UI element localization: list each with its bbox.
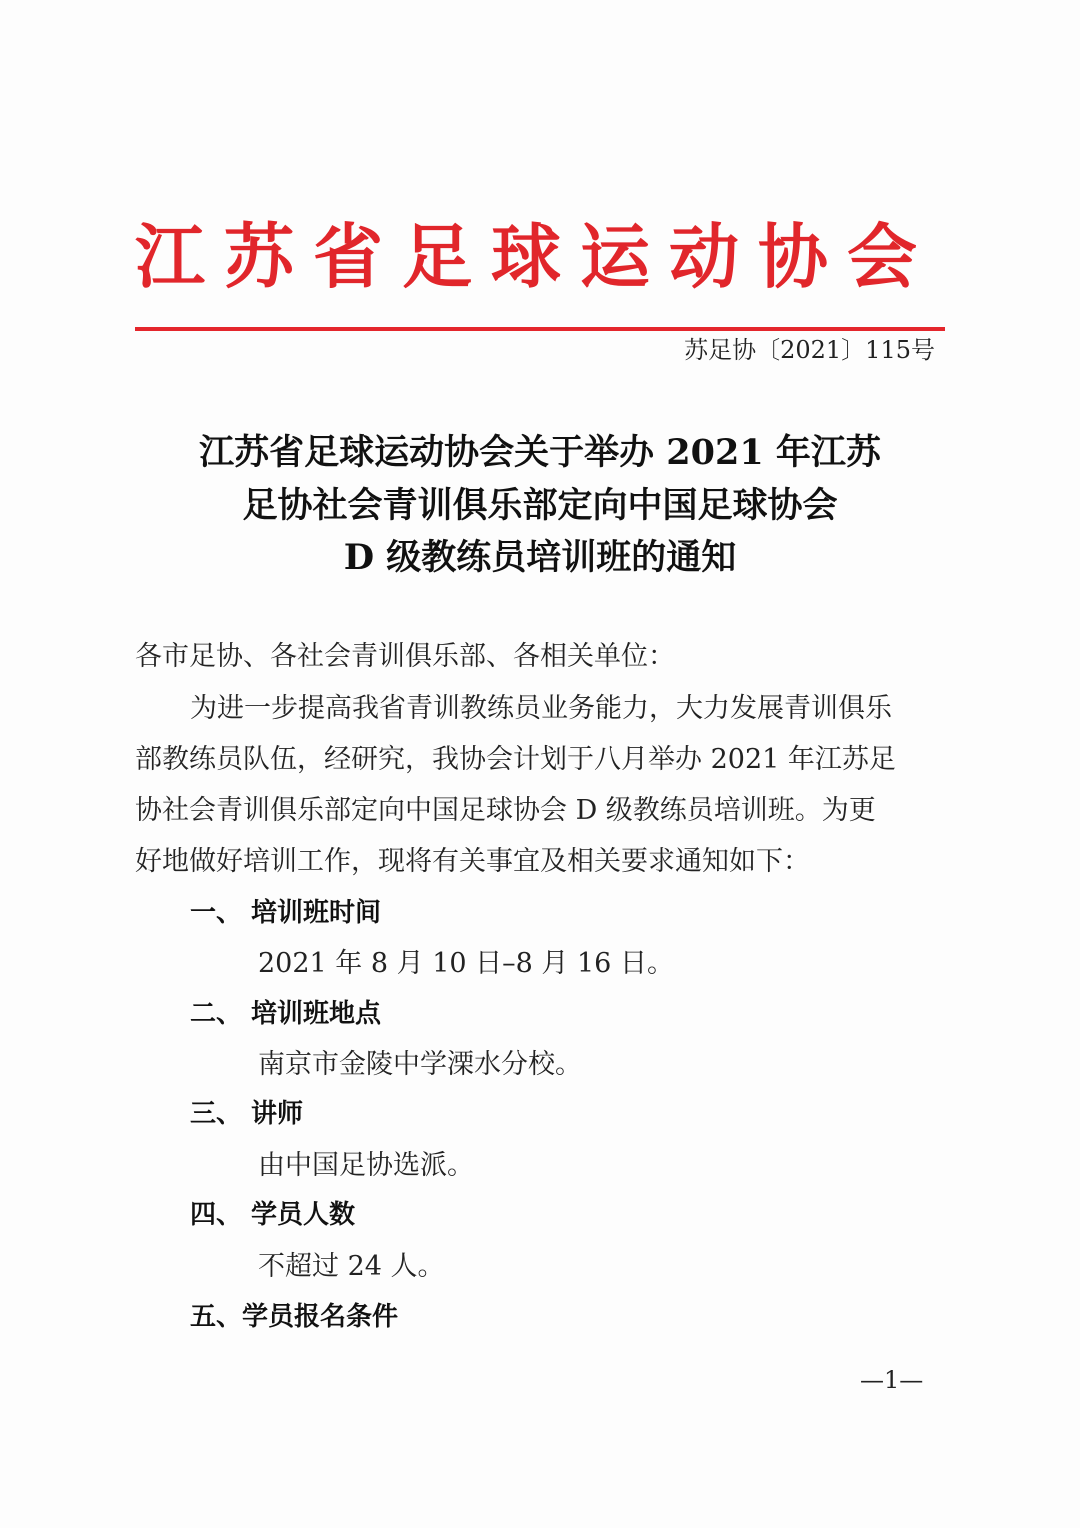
page-number: —1—: [860, 1366, 924, 1394]
section-heading-lecturer: 三、 讲师: [190, 1099, 304, 1129]
section-heading-time: 一、 培训班时间: [190, 898, 382, 928]
intro-line-3: 协社会青训俱乐部定向中国足球协会 D 级教练员培训班。为更: [135, 795, 876, 826]
section-content-trainee-count: 不超过 24 人。: [258, 1251, 445, 1282]
intro-line-4: 好地做好培训工作，现将有关事宜及相关要求通知如下：: [135, 846, 810, 877]
intro-line-2: 部教练员队伍，经研究，我协会计划于八月举办 2021 年江苏足: [135, 744, 896, 775]
section-heading-eligibility: 五、学员报名条件: [190, 1302, 399, 1332]
section-content-location: 南京市金陵中学溧水分校。: [258, 1049, 582, 1080]
salutation: 各市足协、各社会青训俱乐部、各相关单位：: [135, 641, 675, 672]
notice-title-line-2: 足协社会青训俱乐部定向中国足球协会: [242, 485, 838, 526]
organization-header: 江苏省足球运动协会: [135, 215, 936, 298]
notice-title-line-1: 江苏省足球运动协会关于举办 2021 年江苏: [199, 432, 881, 473]
document-number: 苏足协〔2021〕115号: [684, 336, 935, 364]
notice-title-line-3: D 级教练员培训班的通知: [343, 537, 737, 578]
section-content-lecturer: 由中国足协选派。: [258, 1150, 474, 1181]
intro-line-1: 为进一步提高我省青训教练员业务能力，大力发展青训俱乐: [190, 693, 892, 724]
section-content-time: 2021 年 8 月 10 日–8 月 16 日。: [258, 948, 674, 979]
section-heading-location: 二、 培训班地点: [190, 999, 382, 1029]
section-heading-trainee-count: 四、 学员人数: [190, 1200, 356, 1230]
